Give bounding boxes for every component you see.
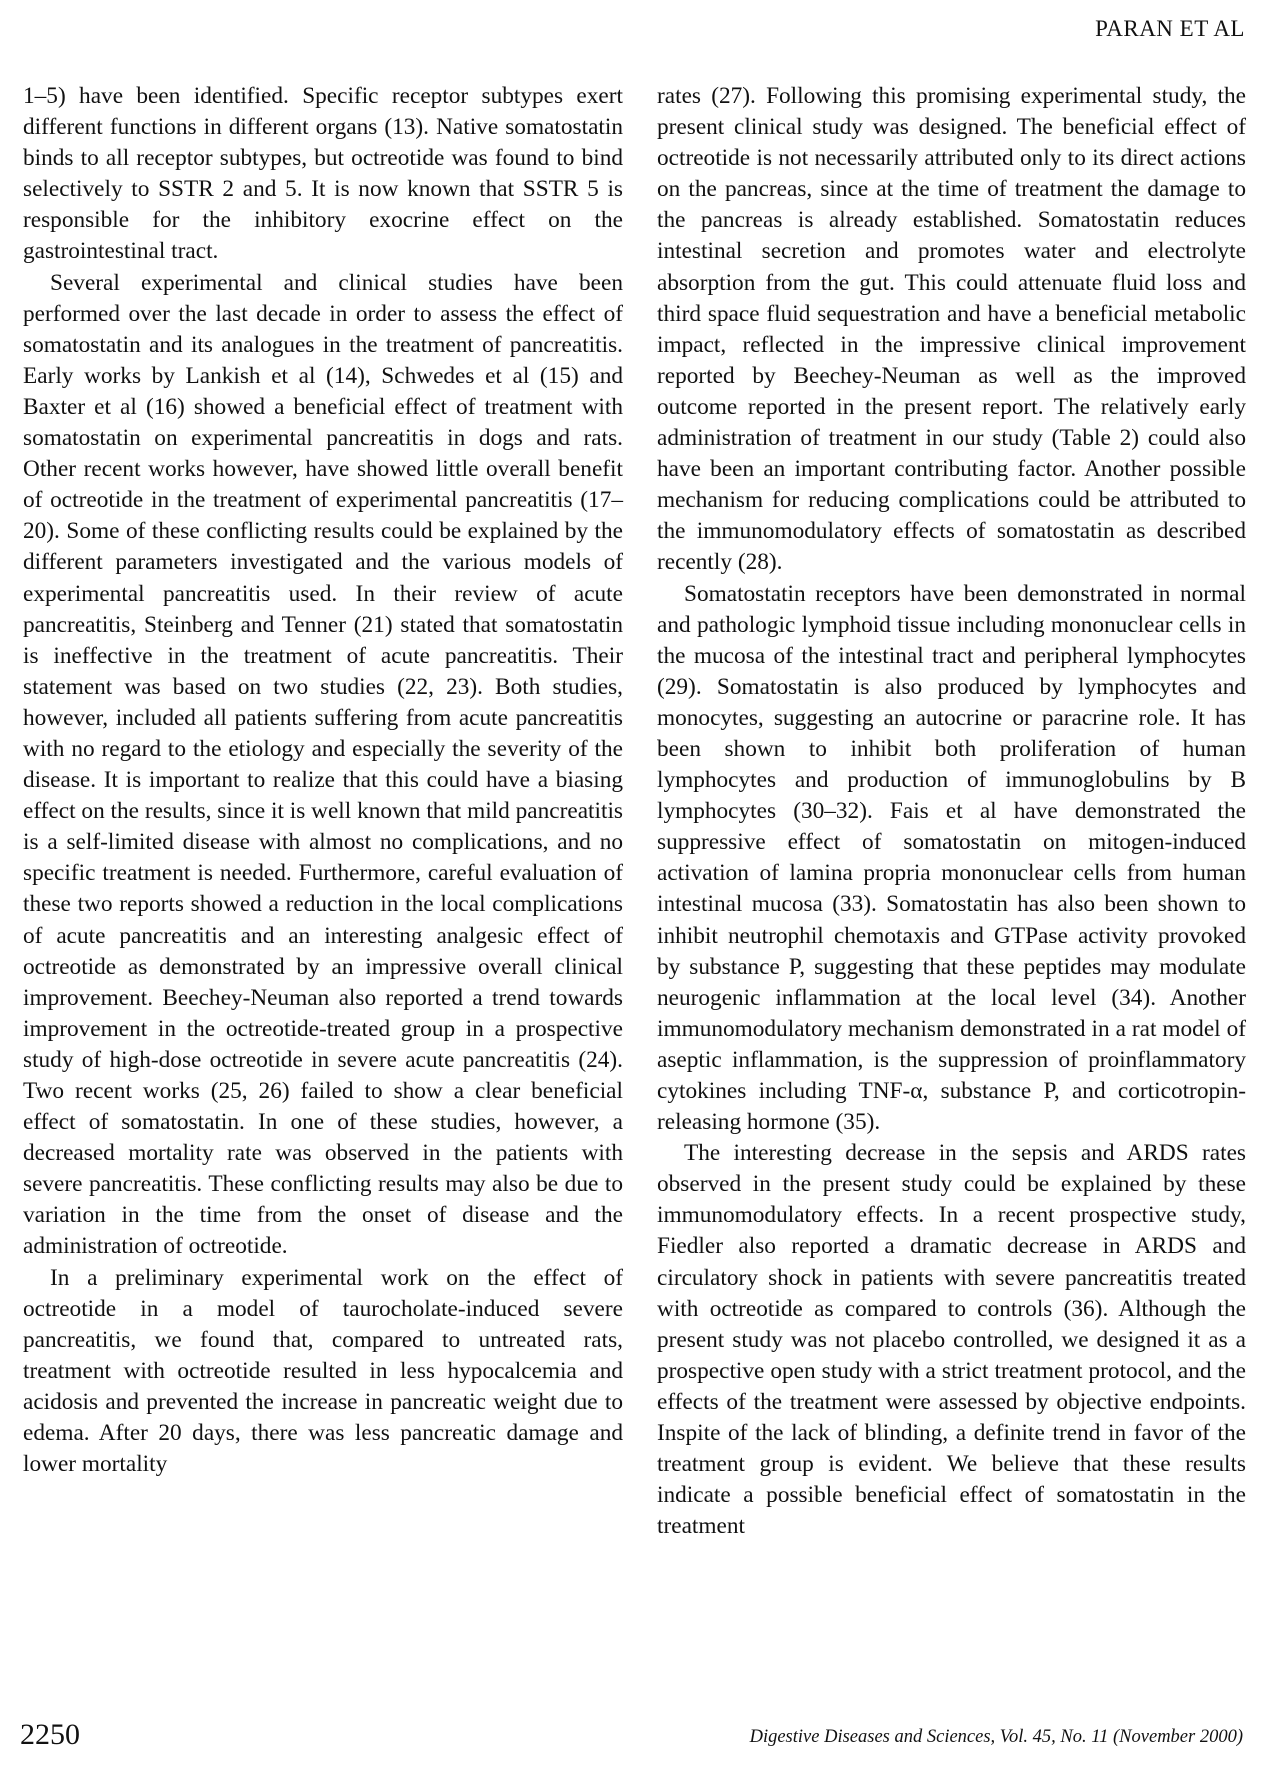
running-head: PARAN ET AL — [1095, 16, 1245, 41]
paragraph: In a preliminary experimental work on the effect of octreotide in a model of taurocholate-induced severe pancreatitis, we found that, compared to untreated rats, treatment with octreotide resulted in less hypocalcemia and acidosis and prevented the increase in pancreatic weight due to edema. After 20 days, there was less pancreatic damage and lower mortality — [23, 1264, 623, 1478]
page-number: 2250 — [20, 1718, 80, 1751]
paragraph: rates (27). Following this promising experimental study, the present clinical study was designed. The beneficial effect of octreotide is not necessarily attributed only to its direct actions on the pancreas, since at the time of treatment the damage to the pancreas is already established. Somatostatin reduces intestinal secretion and promotes water and electrolyte absorption from the gut. This could attenuate fluid loss and third space fluid sequestration and have a beneficial metabolic impact, reflected in the impressive clinical improvement reported by Beechey-Neuman as well as the improved outcome reported in the present report. The relatively early administration of treatment in our study (Table 2) could also have been an important contributing factor. Another possible mechanism for reducing complications could be attributed to the immunomodulatory effects of somatostatin as described recently (28). — [657, 83, 1246, 576]
paragraph: Somatostatin receptors have been demonstrated in normal and pathologic lymphoid tissue including mononuclear cells in the mucosa of the intestinal tract and peripheral lymphocytes (29). Somatostatin is also produced by lymphocytes and monocytes, suggesting an autocrine or paracrine role. It has been shown to inhibit both proliferation of human lymphocytes and production of immunoglobulins by B lymphocytes (30–32). Fais et al have demonstrated the suppressive effect of somatostatin on mitogen-induced activation of lamina propria mononuclear cells from human intestinal mucosa (33). Somatostatin has also been shown to inhibit neutrophil chemotaxis and GTPase activity provoked by substance P, suggesting that these peptides may modulate neurogenic inflammation at the local level (34). Another immunomodulatory mechanism demonstrated in a rat model of aseptic inflammation, is the suppression of proinflammatory cytokines including TNF-α, substance P, and corticotropin-releasing hormone (35). — [657, 580, 1246, 1136]
paragraph: 1–5) have been identified. Specific receptor subtypes exert different functions in different organs (13). Native somatostatin binds to all receptor subtypes, but octreotide was found to bind selectively to SSTR 2 and 5. It is now known that SSTR 5 is responsible for the inhibitory exocrine effect on the gastrointestinal tract. — [23, 83, 623, 265]
right-column — [657, 81, 1246, 1542]
paragraph: The interesting decrease in the sepsis and ARDS rates observed in the present study could be explained by these immunomodulatory effects. In a recent prospective study, Fiedler also reported a dramatic decrease in ARDS and circulatory shock in patients with severe pancreatitis treated with octreotide as compared to controls (36). Although the present study was not placebo controlled, we designed it as a prospective open study with a strict treatment protocol, and the effects of the treatment were assessed by objective endpoints. Inspite of the lack of blinding, a definite trend in favor of the treatment group is evident. We believe that these results indicate a possible beneficial effect of somatostatin in the treatment — [657, 1140, 1246, 1540]
left-column — [23, 81, 623, 1480]
paragraph: Several experimental and clinical studies have been performed over the last decade in order to assess the effect of somatostatin and its analogues in the treatment of pancreatitis. Early works by Lankish et al (14), Schwedes et al (15) and Baxter et al (16) showed a beneficial effect of treatment with somatostatin on experimental pancreatitis in dogs and rats. Other recent works however, have showed little overall benefit of octreotide in the treatment of experimental pancreatitis (17–20). Some of these conflicting results could be explained by the different parameters investigated and the various models of experimental pancreatitis used. In their review of acute pancreatitis, Steinberg and Tenner (21) stated that somatostatin is ineffective in the treatment of acute pancreatitis. Their statement was based on two studies (22, 23). Both studies, however, included all patients suffering from acute pancreatitis with no regard to the etiology and especially the severity of the disease. It is important to realize that this could have a biasing effect on the results, since it is well known that mild pancreatitis is a self-limited disease with almost no complications, and no specific treatment is needed. Furthermore, careful evaluation of these two reports showed a reduction in the local complications of acute pancreatitis and an interesting analgesic effect of octreotide as demonstrated by an impressive overall clinical improvement. Beechey-Neuman also reported a trend towards improvement in the octreotide-treated group in a prospective study of high-dose octreotide in severe acute pancreatitis (24). Two recent works (25, 26) failed to show a clear beneficial effect of somatostatin. In one of these studies, however, a decreased mortality rate was observed in the patients with severe pancreatitis. These conflicting results may also be due to variation in the time from the onset of disease and the administration of octreotide. — [23, 269, 623, 1260]
journal-citation: Digestive Diseases and Sciences, Vol. 45, No. 11 (November 2000) — [749, 1727, 1243, 1747]
